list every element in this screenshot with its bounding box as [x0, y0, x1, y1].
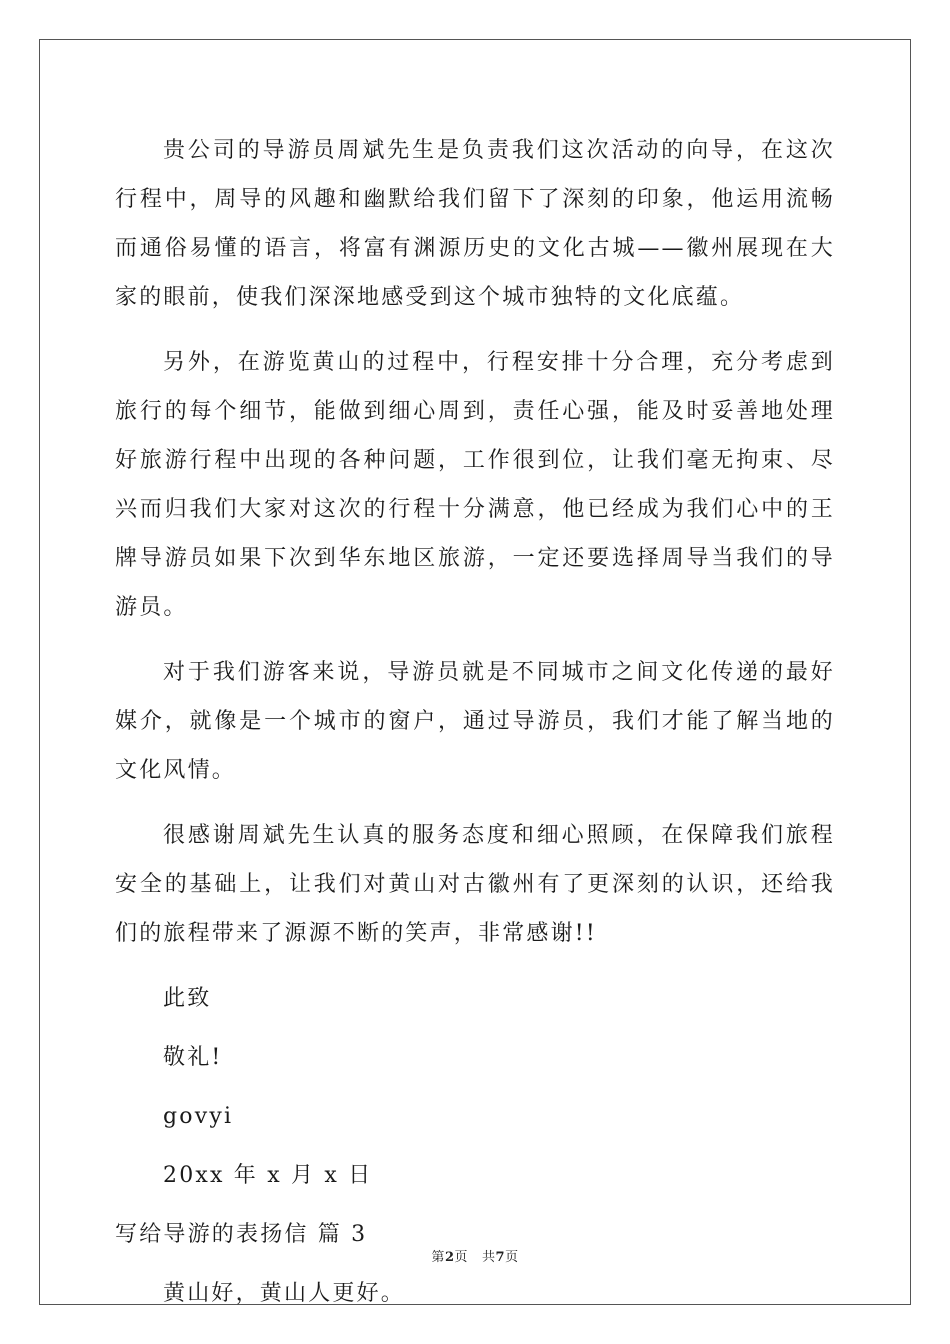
footer-page-suffix: 页	[454, 1250, 468, 1265]
footer-page-number: 2	[444, 1250, 455, 1265]
footer-total-prefix: 共	[482, 1250, 496, 1265]
paragraph-guide-role: 对于我们游客来说，导游员就是不同城市之间文化传递的最好媒介，就像是一个城市的窗户，通过导游员，我们才能了解当地的文化风情。	[115, 660, 835, 783]
paragraph-itinerary: 另外，在游览黄山的过程中，行程安排十分合理，充分考虑到旅行的每个细节，能做到细心周到，责任心强，能及时妥善地处理好旅游行程中出现的各种问题，工作很到位，让我们毫无拘束、尽兴而归我们大家对这次的行程十分满意，他已经成为我们心中的王牌导游员如果下次到华东地区旅游，一定还要选择周导当我们的导游员。	[115, 350, 835, 620]
closing-date: 20xx 年 x 月 x 日	[163, 1163, 373, 1188]
paragraph-guide-praise: 贵公司的导游员周斌先生是负责我们这次活动的向导，在这次行程中，周导的风趣和幽默给我们留下了深刻的印象，他运用流畅而通俗易懂的语言，将富有渊源历史的文化古城——徽州展现在大家的眼前，使我们深深地感受到这个城市独特的文化底蕴。	[115, 138, 835, 310]
closing-salutation: 此致	[163, 986, 212, 1011]
section-heading: 写给导游的表扬信 篇 3	[115, 1222, 368, 1247]
footer-total-suffix: 页	[505, 1250, 519, 1265]
footer-prefix: 第	[431, 1250, 445, 1265]
paragraph-thanks: 很感谢周斌先生认真的服务态度和细心照顾，在保障我们旅程安全的基础上，让我们对黄山对古徽州有了更深刻的认识，还给我们的旅程带来了源源不断的笑声，非常感谢!!	[115, 823, 835, 946]
page-footer	[0, 1246, 950, 1265]
closing-regards: 敬礼!	[163, 1045, 223, 1070]
footer-total-pages: 7	[495, 1250, 506, 1265]
intro-line: 黄山好，黄山人更好。	[163, 1281, 406, 1306]
closing-signature: govyi	[163, 1104, 234, 1129]
document-body	[115, 126, 835, 1328]
